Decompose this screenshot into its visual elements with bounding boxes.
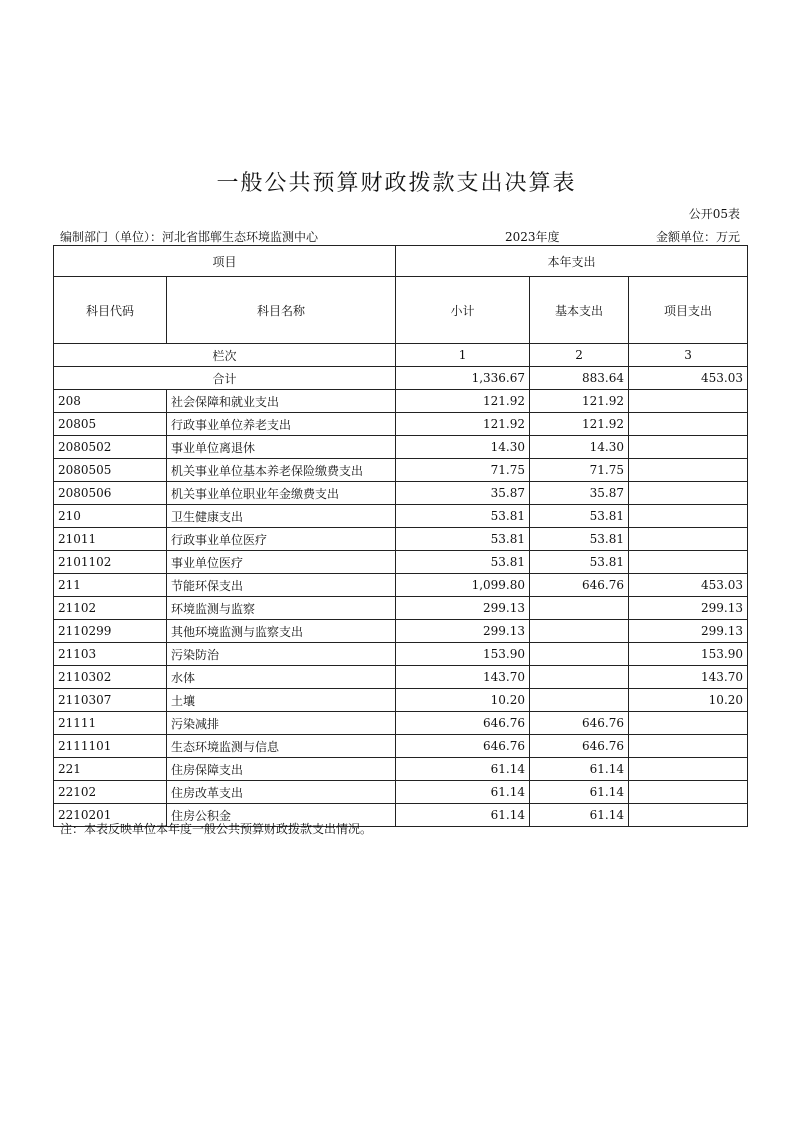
header-code: 科目代码 bbox=[54, 277, 167, 344]
column-order-row bbox=[54, 344, 748, 367]
row-basic: 646.76 bbox=[530, 712, 629, 735]
row-subtotal: 1,099.80 bbox=[396, 574, 530, 597]
total-subtotal: 1,336.67 bbox=[396, 367, 530, 390]
row-code: 2080505 bbox=[54, 459, 167, 482]
row-project bbox=[629, 528, 748, 551]
row-subtotal: 53.81 bbox=[396, 528, 530, 551]
row-project: 153.90 bbox=[629, 643, 748, 666]
row-basic bbox=[530, 597, 629, 620]
row-basic: 53.81 bbox=[530, 551, 629, 574]
row-code: 22102 bbox=[54, 781, 167, 804]
total-label: 合计 bbox=[54, 367, 396, 390]
row-code: 20805 bbox=[54, 413, 167, 436]
row-project bbox=[629, 735, 748, 758]
table-row bbox=[54, 436, 748, 459]
row-subtotal: 646.76 bbox=[396, 735, 530, 758]
row-code: 21102 bbox=[54, 597, 167, 620]
row-subtotal: 61.14 bbox=[396, 781, 530, 804]
row-subtotal: 71.75 bbox=[396, 459, 530, 482]
row-basic bbox=[530, 666, 629, 689]
row-basic: 14.30 bbox=[530, 436, 629, 459]
row-subtotal: 299.13 bbox=[396, 597, 530, 620]
row-code: 208 bbox=[54, 390, 167, 413]
row-code: 2110299 bbox=[54, 620, 167, 643]
row-subtotal: 646.76 bbox=[396, 712, 530, 735]
row-basic: 71.75 bbox=[530, 459, 629, 482]
row-project bbox=[629, 482, 748, 505]
row-name: 污染防治 bbox=[167, 643, 396, 666]
fiscal-year: 2023年度 bbox=[505, 230, 560, 244]
table-row bbox=[54, 459, 748, 482]
table-row bbox=[54, 781, 748, 804]
row-project bbox=[629, 505, 748, 528]
header-subtotal: 小计 bbox=[396, 277, 530, 344]
row-project: 299.13 bbox=[629, 620, 748, 643]
reporting-unit: 编制部门（单位）：河北省邯郸生态环境监测中心 bbox=[60, 230, 319, 244]
table-row bbox=[54, 574, 748, 597]
expenditure-table bbox=[53, 245, 748, 827]
header-name: 科目名称 bbox=[167, 277, 396, 344]
row-project: 10.20 bbox=[629, 689, 748, 712]
row-code: 210 bbox=[54, 505, 167, 528]
row-subtotal: 121.92 bbox=[396, 390, 530, 413]
row-name: 土壤 bbox=[167, 689, 396, 712]
row-project: 299.13 bbox=[629, 597, 748, 620]
table-row bbox=[54, 643, 748, 666]
row-basic: 121.92 bbox=[530, 413, 629, 436]
row-code: 2210201 bbox=[54, 804, 167, 827]
row-name: 卫生健康支出 bbox=[167, 505, 396, 528]
row-basic: 53.81 bbox=[530, 505, 629, 528]
table-row bbox=[54, 390, 748, 413]
row-name: 事业单位医疗 bbox=[167, 551, 396, 574]
row-basic: 61.14 bbox=[530, 758, 629, 781]
row-subtotal: 35.87 bbox=[396, 482, 530, 505]
row-project bbox=[629, 804, 748, 827]
row-code: 2110302 bbox=[54, 666, 167, 689]
table-row bbox=[54, 620, 748, 643]
row-basic: 61.14 bbox=[530, 781, 629, 804]
column-number-3: 3 bbox=[629, 344, 748, 367]
row-name: 水体 bbox=[167, 666, 396, 689]
table-row bbox=[54, 758, 748, 781]
row-project bbox=[629, 712, 748, 735]
table-row bbox=[54, 689, 748, 712]
row-subtotal: 10.20 bbox=[396, 689, 530, 712]
row-code: 2101102 bbox=[54, 551, 167, 574]
header-row-2 bbox=[54, 277, 748, 344]
row-project bbox=[629, 459, 748, 482]
row-subtotal: 143.70 bbox=[396, 666, 530, 689]
row-name: 污染减排 bbox=[167, 712, 396, 735]
row-subtotal: 53.81 bbox=[396, 551, 530, 574]
total-row bbox=[54, 367, 748, 390]
row-subtotal: 153.90 bbox=[396, 643, 530, 666]
row-code: 211 bbox=[54, 574, 167, 597]
row-code: 21103 bbox=[54, 643, 167, 666]
row-code: 221 bbox=[54, 758, 167, 781]
row-project bbox=[629, 436, 748, 459]
row-subtotal: 299.13 bbox=[396, 620, 530, 643]
total-basic: 883.64 bbox=[530, 367, 629, 390]
table-row bbox=[54, 551, 748, 574]
table-row bbox=[54, 528, 748, 551]
row-subtotal: 61.14 bbox=[396, 758, 530, 781]
row-project: 143.70 bbox=[629, 666, 748, 689]
row-code: 21111 bbox=[54, 712, 167, 735]
header-project-expenditure: 项目支出 bbox=[629, 277, 748, 344]
header-project: 项目 bbox=[54, 246, 396, 277]
row-code: 2080502 bbox=[54, 436, 167, 459]
row-subtotal: 121.92 bbox=[396, 413, 530, 436]
row-subtotal: 61.14 bbox=[396, 804, 530, 827]
row-name: 环境监测与监察 bbox=[167, 597, 396, 620]
row-basic: 61.14 bbox=[530, 804, 629, 827]
row-basic bbox=[530, 620, 629, 643]
row-code: 2111101 bbox=[54, 735, 167, 758]
table-row bbox=[54, 735, 748, 758]
row-name: 其他环境监测与监察支出 bbox=[167, 620, 396, 643]
row-basic: 35.87 bbox=[530, 482, 629, 505]
row-basic bbox=[530, 689, 629, 712]
row-project bbox=[629, 781, 748, 804]
row-name: 事业单位离退休 bbox=[167, 436, 396, 459]
row-project bbox=[629, 551, 748, 574]
table-row bbox=[54, 505, 748, 528]
row-basic: 121.92 bbox=[530, 390, 629, 413]
row-name: 住房公积金 bbox=[167, 804, 396, 827]
table-row bbox=[54, 413, 748, 436]
header-current-year: 本年支出 bbox=[396, 246, 748, 277]
form-number: 公开05表 bbox=[688, 207, 740, 221]
row-name: 机关事业单位职业年金缴费支出 bbox=[167, 482, 396, 505]
row-name: 社会保障和就业支出 bbox=[167, 390, 396, 413]
row-project bbox=[629, 758, 748, 781]
row-name: 生态环境监测与信息 bbox=[167, 735, 396, 758]
row-code: 2080506 bbox=[54, 482, 167, 505]
header-basic: 基本支出 bbox=[530, 277, 629, 344]
total-project: 453.03 bbox=[629, 367, 748, 390]
row-project bbox=[629, 413, 748, 436]
row-name: 住房改革支出 bbox=[167, 781, 396, 804]
row-subtotal: 14.30 bbox=[396, 436, 530, 459]
table-row bbox=[54, 482, 748, 505]
footnote: 注：本表反映单位本年度一般公共预算财政拨款支出情况。 bbox=[60, 822, 373, 836]
row-name: 节能环保支出 bbox=[167, 574, 396, 597]
row-subtotal: 53.81 bbox=[396, 505, 530, 528]
row-basic bbox=[530, 643, 629, 666]
row-basic: 646.76 bbox=[530, 574, 629, 597]
row-project bbox=[629, 390, 748, 413]
row-code: 2110307 bbox=[54, 689, 167, 712]
row-basic: 53.81 bbox=[530, 528, 629, 551]
table-row bbox=[54, 666, 748, 689]
amount-unit: 金额单位：万元 bbox=[655, 230, 740, 244]
column-number-1: 1 bbox=[396, 344, 530, 367]
row-code: 21011 bbox=[54, 528, 167, 551]
row-name: 行政事业单位养老支出 bbox=[167, 413, 396, 436]
row-project: 453.03 bbox=[629, 574, 748, 597]
column-order-label: 栏次 bbox=[54, 344, 396, 367]
table-row bbox=[54, 712, 748, 735]
table-row bbox=[54, 597, 748, 620]
row-name: 住房保障支出 bbox=[167, 758, 396, 781]
row-basic: 646.76 bbox=[530, 735, 629, 758]
row-name: 行政事业单位医疗 bbox=[167, 528, 396, 551]
row-name: 机关事业单位基本养老保险缴费支出 bbox=[167, 459, 396, 482]
page-title: 一般公共预算财政拨款支出决算表 bbox=[216, 171, 577, 196]
column-number-2: 2 bbox=[530, 344, 629, 367]
header-row-1 bbox=[54, 246, 748, 277]
